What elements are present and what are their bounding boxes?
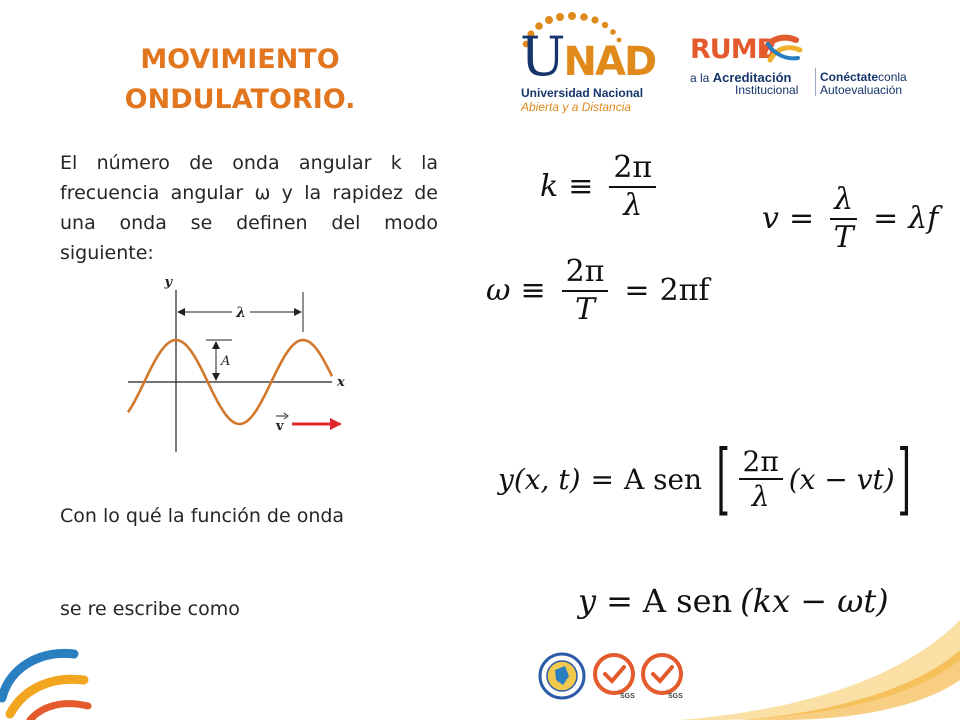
eq-v-op: = — [788, 201, 815, 236]
eq-wave-fraction — [739, 444, 783, 514]
equation-wave — [498, 434, 913, 524]
eq-k-fraction — [609, 152, 656, 221]
eq-wave2-arg: (kx − ωt) — [740, 582, 889, 620]
eq-omega-fraction — [562, 256, 609, 325]
sgs-seal-2-icon — [638, 652, 686, 700]
amplitude-label: A — [221, 354, 231, 369]
corner-sweep-decoration — [680, 600, 960, 720]
eq-omega-num: 2π — [562, 256, 609, 292]
eq-wave-den: λ — [751, 480, 770, 514]
eq-k-num: 2π — [609, 152, 656, 188]
slide-title — [80, 40, 400, 120]
unad-subtitle — [521, 86, 643, 114]
corner-swirl-icon — [0, 636, 100, 720]
rumbo-connect — [820, 70, 907, 84]
eq-omega-eq: = — [624, 273, 650, 308]
eq-wave-num: 2π — [739, 447, 783, 480]
eq-v-den: T — [833, 219, 854, 255]
unad-line-1: Universidad Nacional — [521, 86, 644, 100]
intro-paragraph: El número de onda angular k la frecuencia angular ω y la rapidez de una onda se definen del modo siguiente: — [60, 152, 438, 264]
lambda-label: λ — [236, 305, 246, 321]
eq-v-fraction — [830, 184, 857, 253]
rumbo-connect-bold: Conéctate — [820, 70, 879, 84]
equation-k-box — [514, 140, 738, 244]
equation-k — [540, 152, 662, 221]
y-axis-label: y — [164, 275, 172, 290]
eq-wave2-amp: A sen — [642, 582, 733, 620]
unad-letters: NAD — [563, 39, 656, 85]
eq-wave-arg: (x − vt) — [788, 462, 895, 496]
equation-v — [762, 184, 938, 253]
wave-diagram — [100, 272, 370, 460]
colombia-seal-icon — [538, 652, 586, 700]
sgs-seal-1-label: SGS — [620, 693, 635, 700]
rumbo-divider — [815, 68, 816, 96]
unad-wordmark — [520, 25, 656, 89]
eq-omega-op: ≡ — [520, 273, 546, 308]
equation-omega-box — [474, 248, 740, 344]
rumbo-word: RUMB — [690, 34, 777, 65]
eq-omega-lhs: ω — [486, 273, 511, 308]
rumbo-connect-rest: conla — [878, 70, 907, 84]
rumbo-self-eval: Autoevaluación — [820, 83, 903, 97]
eq-wave-lhs: y(x, t) — [498, 462, 581, 496]
eq-wave-bracket-left: [ — [716, 434, 731, 524]
rewritten-text: se re escribe como — [60, 598, 240, 620]
eq-v-rhs: λf — [908, 201, 939, 236]
sgs-seal-2-label: SGS — [668, 693, 683, 700]
velocity-label: v — [276, 419, 284, 434]
wave-function-text: Con lo qué la función de onda — [60, 505, 345, 527]
eq-wave-amp: A sen — [623, 462, 703, 496]
eq-wave2-eq: = — [606, 582, 633, 620]
eq-k-lhs: k — [540, 169, 559, 204]
rumbo-swirl-icon — [760, 32, 804, 66]
eq-v-eq: = — [873, 201, 899, 236]
equation-wave-box — [482, 434, 918, 536]
rumbo-accreditation-word: Acreditación — [712, 70, 792, 85]
rumbo-prefix: a la — [690, 71, 710, 85]
eq-omega-rhs: 2πf — [659, 273, 710, 308]
unad-letter-u: U — [520, 25, 564, 88]
eq-wave-eq: = — [590, 462, 614, 496]
sgs-seal-1-icon — [590, 652, 638, 700]
eq-v-num: λ — [830, 184, 857, 220]
unad-line-2: Abierta y a Distancia — [521, 100, 632, 114]
equation-omega — [486, 256, 709, 325]
title-line-2: ONDULATORIO. — [124, 84, 356, 115]
eq-omega-den: T — [575, 291, 596, 327]
eq-v-lhs: v — [762, 201, 779, 236]
eq-k-den: λ — [623, 187, 643, 223]
x-axis-label: x — [337, 375, 345, 390]
eq-k-op: ≡ — [568, 169, 594, 204]
title-line-1: MOVIMIENTO — [140, 44, 340, 75]
eq-wave2-lhs: y — [578, 582, 597, 620]
equation-v-box — [748, 172, 948, 272]
eq-wave-bracket-right: ] — [897, 434, 911, 524]
rumbo-institutional: Institucional — [735, 83, 799, 97]
